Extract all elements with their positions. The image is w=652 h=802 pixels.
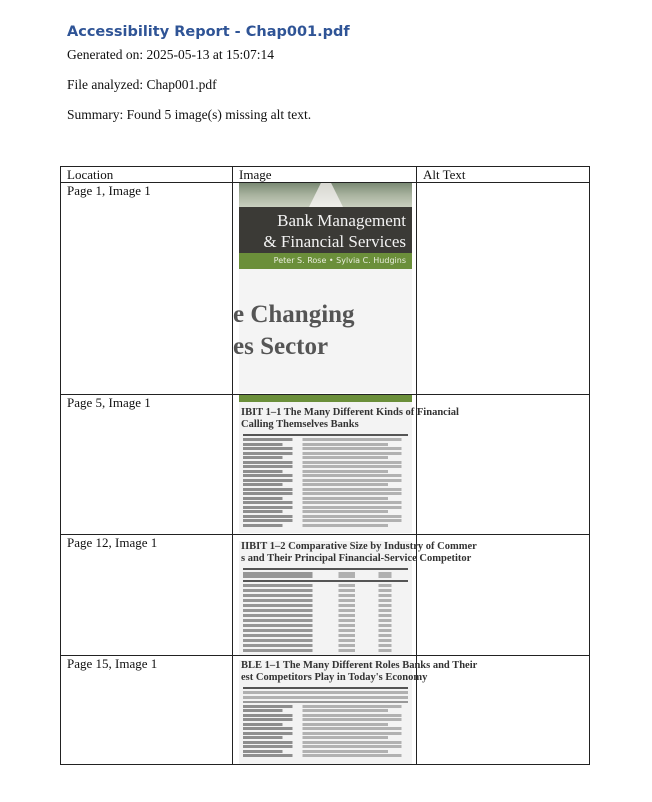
cover-title-line1: Bank Management <box>277 211 406 230</box>
image-cell <box>233 656 478 765</box>
image-cell <box>233 535 477 656</box>
header-location: Location <box>61 167 233 183</box>
exhibit-title-line1: BLE 1–1 The Many Different Roles Banks and Their <box>241 660 478 671</box>
header-alt-text: Alt Text <box>417 167 590 183</box>
exhibit-text-rows <box>241 687 412 757</box>
exhibit-table-rows <box>241 568 412 652</box>
image-cell <box>233 395 459 535</box>
exhibit-title-line2: Calling Themselves Banks <box>241 419 359 430</box>
location-cell: Page 1, Image 1 <box>61 183 233 395</box>
header-image: Image <box>233 167 417 183</box>
exhibit-title-line1: IBIT 1–1 The Many Different Kinds of Financial <box>241 407 459 418</box>
road-photo <box>239 183 412 207</box>
cover-title-band <box>239 207 412 253</box>
exhibit-thumbnail <box>239 541 477 655</box>
location-cell: Page 5, Image 1 <box>61 395 233 535</box>
exhibit-title-line2: est Competitors Play in Today's Economy <box>241 672 428 683</box>
cover-title-line2: & Financial Services <box>263 232 406 251</box>
generated-date: Generated on: 2025-05-13 at 15:07:14 <box>67 47 274 62</box>
image-cell <box>233 183 417 395</box>
exhibit-thumbnail <box>239 660 478 764</box>
table-header-row <box>61 167 590 183</box>
table-row <box>61 183 590 395</box>
cover-authors: Peter S. Rose • Sylvia C. Hudgins <box>239 253 412 269</box>
table-row <box>61 535 590 656</box>
cover-thumbnail <box>233 183 412 393</box>
exhibit-text-rows <box>241 434 412 527</box>
green-band <box>239 395 412 402</box>
report-table <box>60 166 590 765</box>
location-cell: Page 12, Image 1 <box>61 535 233 656</box>
exhibit-title-line1: IIBIT 1–2 Comparative Size by Industry of Commer <box>241 541 477 552</box>
location-cell: Page 15, Image 1 <box>61 656 233 765</box>
cover-heading-area <box>233 269 412 393</box>
table-row <box>61 395 590 535</box>
exhibit-title-line2: s and Their Principal Financial-Service Competitor <box>241 553 472 564</box>
report-title: Accessibility Report - Chap001.pdf <box>67 24 350 40</box>
alt-text-cell <box>417 183 590 395</box>
exhibit-thumbnail <box>239 395 459 533</box>
cover-big-line1: e Changing <box>233 301 355 328</box>
file-analyzed: File analyzed: Chap001.pdf <box>67 77 217 92</box>
cover-big-line2: es Sector <box>233 333 329 360</box>
table-row <box>61 656 590 765</box>
summary-text: Summary: Found 5 image(s) missing alt text. <box>67 107 312 122</box>
alt-text-cell <box>417 656 590 765</box>
